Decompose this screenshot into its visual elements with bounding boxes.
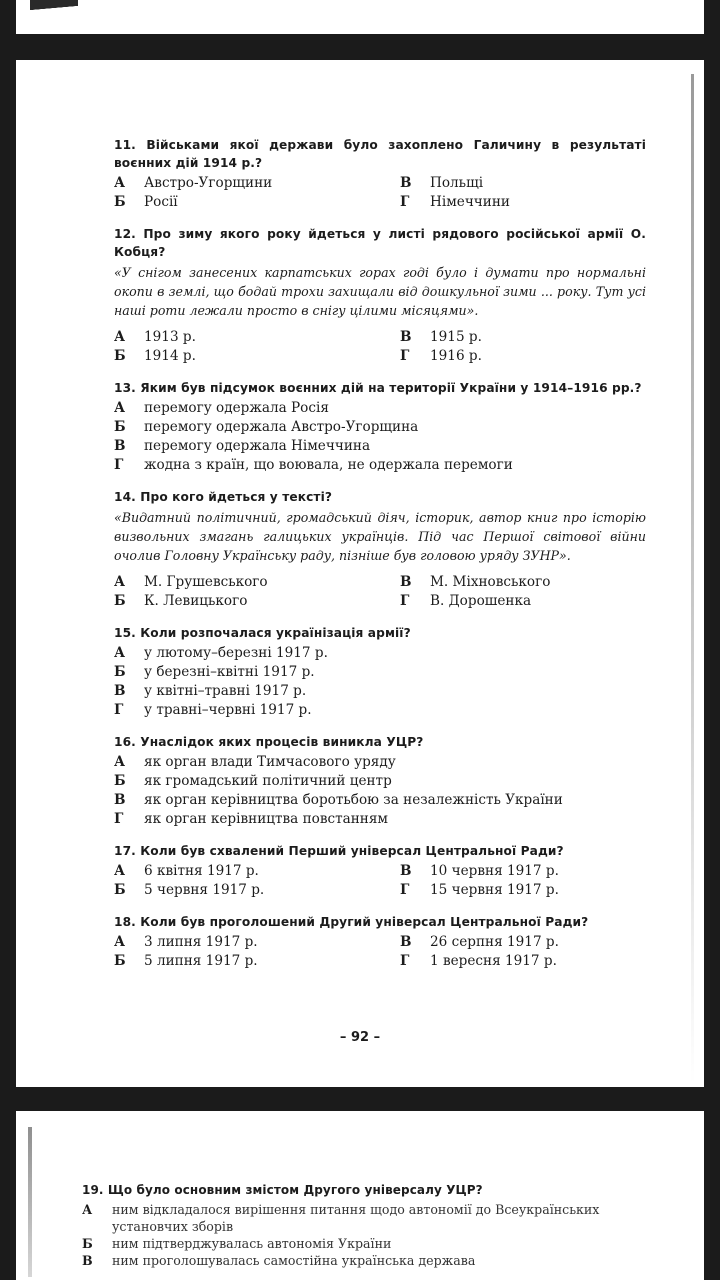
answer-letter: Г — [400, 593, 410, 609]
answer-text: як громадський політичний центр — [144, 773, 392, 789]
answer-option — [114, 328, 400, 347]
answer-text: 10 червня 1917 р. — [430, 863, 559, 879]
answer-text: 1913 р. — [144, 329, 196, 345]
answer-letter: Б — [114, 664, 126, 680]
answer-options — [114, 644, 646, 720]
answer-option — [114, 862, 400, 881]
question-19 — [82, 1181, 642, 1269]
answer-option — [114, 663, 646, 682]
answer-text: ним підтверджувалась автономія України — [112, 1236, 392, 1251]
answer-option — [82, 1252, 642, 1269]
page-edge-shadow — [691, 74, 694, 1084]
answer-option — [114, 437, 646, 456]
document-page — [16, 60, 704, 1087]
answer-letter: Б — [114, 953, 126, 969]
answer-option — [114, 701, 646, 720]
answer-letter: В — [114, 683, 126, 699]
answer-letter: Г — [400, 882, 410, 898]
answer-letter: А — [82, 1202, 93, 1217]
answer-option — [114, 573, 400, 592]
question-title: 19. Що було основним змістом Другого універсалу УЦР? — [82, 1183, 483, 1197]
question-15 — [114, 624, 646, 720]
question-17 — [114, 842, 646, 900]
questions-list — [114, 136, 646, 984]
answer-letter: Г — [400, 953, 410, 969]
question-13 — [114, 379, 646, 475]
answer-text: Росії — [144, 194, 178, 210]
answer-letter: Г — [114, 457, 124, 473]
answer-letter: Г — [400, 194, 410, 210]
answer-option — [114, 399, 646, 418]
question-14 — [114, 488, 646, 611]
answer-options — [114, 933, 646, 971]
answer-text: 1914 р. — [144, 348, 196, 364]
answer-letter: В — [400, 574, 412, 590]
answer-text: 1916 р. — [430, 348, 482, 364]
answer-letter: Б — [114, 593, 126, 609]
answer-option — [82, 1235, 642, 1252]
answer-text: у лютому–березні 1917 р. — [144, 645, 328, 661]
answer-text: 1 вересня 1917 р. — [430, 953, 557, 969]
answer-letter: А — [114, 863, 126, 879]
question-title: 13. Яким був підсумок воєнних дій на території України у 1914–1916 рр.? — [114, 381, 642, 395]
answer-option — [114, 810, 646, 829]
answer-option — [400, 592, 646, 611]
question-16 — [114, 733, 646, 829]
answer-text: 5 липня 1917 р. — [144, 953, 258, 969]
answer-options — [114, 573, 646, 611]
answer-option — [400, 573, 646, 592]
answer-letter: А — [114, 329, 126, 345]
answer-letter: В — [400, 934, 412, 950]
page-number: – 92 – — [339, 1030, 381, 1045]
answer-letter: Г — [114, 811, 124, 827]
answer-option — [400, 862, 646, 881]
answer-text: у квітні–травні 1917 р. — [144, 683, 307, 699]
answer-text: Польщі — [430, 175, 484, 191]
answer-letter: В — [114, 792, 126, 808]
answer-option — [114, 644, 646, 663]
answer-options — [114, 328, 646, 366]
answer-option — [114, 682, 646, 701]
previous-page-fragment — [16, 0, 704, 34]
answer-letter: В — [114, 438, 126, 454]
answer-option — [114, 456, 646, 475]
answer-option — [114, 174, 400, 193]
answer-options — [114, 753, 646, 829]
answer-option — [82, 1201, 642, 1235]
answer-text: 5 червня 1917 р. — [144, 882, 265, 898]
answer-options — [114, 399, 646, 475]
answer-letter: Б — [114, 194, 126, 210]
answer-text: перемогу одержала Росія — [144, 400, 329, 416]
question-title: 11. Військами якої держави було захоплено Галичину в результаті воєнних дій 1914 р.? — [114, 138, 646, 170]
answer-letter: А — [114, 754, 126, 770]
page-corner-shadow — [30, 0, 78, 18]
page-edge-shadow — [28, 1127, 32, 1277]
answer-options — [114, 862, 646, 900]
answer-option — [114, 772, 646, 791]
answer-letter: В — [400, 329, 412, 345]
question-title: 12. Про зиму якого року йдеться у листі рядового російської армії О. Кобця? — [114, 227, 646, 259]
answer-letter: А — [114, 400, 126, 416]
answer-text: 3 липня 1917 р. — [144, 934, 258, 950]
answer-letter: Б — [114, 419, 126, 435]
answer-option — [400, 193, 646, 212]
answer-options — [114, 174, 646, 212]
question-title: 16. Унаслідок яких процесів виникла УЦР? — [114, 735, 424, 749]
question-title: 17. Коли був схвалений Перший універсал Центральної Ради? — [114, 844, 564, 858]
answer-option — [114, 933, 400, 952]
answer-letter: Г — [114, 702, 124, 718]
answer-letter: Б — [82, 1236, 93, 1251]
answer-text: М. Міхновського — [430, 574, 551, 590]
question-11 — [114, 136, 646, 212]
answer-text: К. Левицького — [144, 593, 248, 609]
answer-options — [82, 1201, 642, 1269]
answer-letter: Б — [114, 348, 126, 364]
question-quote: «Видатний політичний, громадський діяч, історик, автор книг про історію визвольних змагань галицьких українців. Під час Першої світової війни очолив Головну Українську раду, пізніше був головою уряду ЗУНР». — [114, 510, 646, 563]
answer-text: жодна з країн, що воювала, не одержала перемоги — [144, 457, 513, 473]
answer-text: В. Дорошенка — [430, 593, 532, 609]
answer-letter: А — [114, 574, 126, 590]
answer-text: 15 червня 1917 р. — [430, 882, 559, 898]
question-18 — [114, 913, 646, 971]
next-page-fragment — [16, 1111, 704, 1280]
answer-option — [114, 193, 400, 212]
answer-letter: А — [114, 645, 126, 661]
answer-text: Німеччини — [430, 194, 510, 210]
answer-text: М. Грушевського — [144, 574, 268, 590]
question-title: 18. Коли був проголошений Другий універсал Центральної Ради? — [114, 915, 589, 929]
questions-list-next — [82, 1181, 642, 1280]
answer-option — [400, 174, 646, 193]
answer-letter: А — [114, 934, 126, 950]
answer-text: 6 квітня 1917 р. — [144, 863, 259, 879]
answer-letter: Г — [400, 348, 410, 364]
question-title: 14. Про кого йдеться у тексті? — [114, 490, 333, 504]
answer-option — [114, 592, 400, 611]
answer-option — [114, 347, 400, 366]
answer-text: Австро-Угорщини — [144, 175, 273, 191]
answer-text: як орган керівництва боротьбою за незалежність України — [144, 792, 563, 808]
answer-text: 1915 р. — [430, 329, 482, 345]
question-12 — [114, 225, 646, 366]
answer-option — [114, 881, 400, 900]
answer-option — [114, 952, 400, 971]
answer-option — [400, 881, 646, 900]
answer-letter: В — [400, 175, 412, 191]
answer-option — [400, 933, 646, 952]
question-title: 15. Коли розпочалася українізація армії? — [114, 626, 411, 640]
answer-text: ним відкладалося вирішення питання щодо автономії до Всеукраїнських установчих зборів — [112, 1202, 600, 1234]
answer-option — [400, 328, 646, 347]
answer-letter: Б — [114, 882, 126, 898]
answer-option — [114, 753, 646, 772]
answer-text: перемогу одержала Німеччина — [144, 438, 371, 454]
answer-text: як орган керівництва повстанням — [144, 811, 388, 827]
answer-text: у травні–червні 1917 р. — [144, 702, 312, 718]
answer-text: як орган влади Тимчасового уряду — [144, 754, 396, 770]
answer-text: у березні–квітні 1917 р. — [144, 664, 315, 680]
answer-letter: В — [82, 1253, 93, 1268]
answer-option — [400, 347, 646, 366]
answer-letter: Б — [114, 773, 126, 789]
question-quote: «У снігом занесених карпатських горах годі було і думати про нормальні окопи в землі, що бодай трохи захищали від дошкульної зими ... року. Тут усі наші роти лежали просто в снігу цілими місяцями». — [114, 265, 646, 318]
answer-letter: В — [400, 863, 412, 879]
answer-text: ним проголошувалась самостійна українська держава — [112, 1253, 476, 1268]
answer-text: 26 серпня 1917 р. — [430, 934, 559, 950]
answer-option — [114, 418, 646, 437]
answer-option — [114, 791, 646, 810]
answer-letter: А — [114, 175, 126, 191]
answer-option — [400, 952, 646, 971]
answer-text: перемогу одержала Австро-Угорщина — [144, 419, 419, 435]
